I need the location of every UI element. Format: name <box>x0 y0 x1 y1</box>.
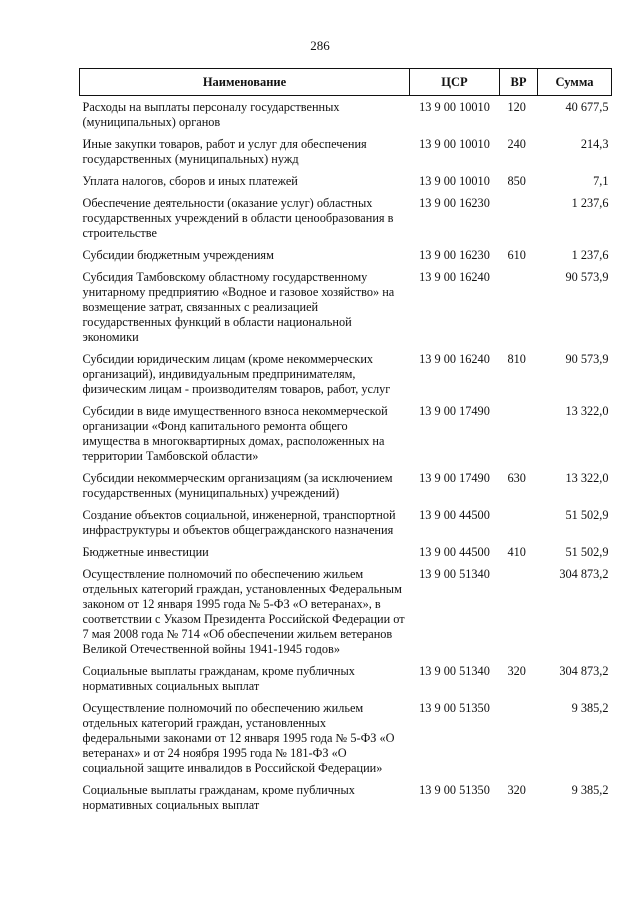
cell-csr: 13 9 00 51350 <box>419 701 490 715</box>
cell-vr <box>500 400 538 467</box>
cell-name: Субсидии некоммерческим организациям (за исключением государственных (муниципальных) учреждений) <box>82 471 393 500</box>
cell-name: Социальные выплаты гражданам, кроме публичных нормативных социальных выплат <box>82 664 355 693</box>
cell-vr <box>500 563 538 660</box>
table-row <box>80 96 612 134</box>
table-row <box>80 192 612 244</box>
cell-sum: 13 322,0 <box>565 471 609 485</box>
table-header <box>80 69 612 96</box>
cell-sum: 90 573,9 <box>565 352 609 366</box>
cell-csr: 13 9 00 51350 <box>419 783 490 797</box>
cell-name: Социальные выплаты гражданам, кроме публичных нормативных социальных выплат <box>82 783 355 812</box>
cell-csr: 13 9 00 51340 <box>419 664 490 678</box>
page-number: 286 <box>310 38 330 53</box>
cell-sum: 1 237,6 <box>571 248 609 262</box>
header-vr: ВР <box>500 69 538 96</box>
table-row <box>80 348 612 400</box>
cell-vr: 320 <box>507 783 526 797</box>
cell-sum: 304 873,2 <box>559 567 609 581</box>
cell-sum: 51 502,9 <box>565 508 609 522</box>
cell-csr: 13 9 00 10010 <box>419 137 490 151</box>
table-body <box>80 96 612 817</box>
cell-vr: 240 <box>507 137 526 151</box>
cell-vr: 320 <box>507 664 526 678</box>
cell-csr: 13 9 00 44500 <box>419 508 490 522</box>
table-row <box>80 133 612 170</box>
header-sum: Сумма <box>538 69 612 96</box>
table-row <box>80 266 612 348</box>
cell-sum: 90 573,9 <box>565 270 609 284</box>
table-row <box>80 660 612 697</box>
table-row <box>80 779 612 816</box>
cell-vr: 850 <box>507 174 526 188</box>
cell-name: Бюджетные инвестиции <box>82 545 209 559</box>
cell-name: Уплата налогов, сборов и иных платежей <box>82 174 298 188</box>
cell-vr <box>500 192 538 244</box>
cell-csr: 13 9 00 10010 <box>419 100 490 114</box>
header-csr: ЦСР <box>410 69 500 96</box>
table-row <box>80 400 612 467</box>
cell-sum: 304 873,2 <box>559 664 609 678</box>
cell-name: Иные закупки товаров, работ и услуг для обеспечения государственных (муниципальных) нужд <box>82 137 367 166</box>
cell-csr: 13 9 00 17490 <box>419 404 490 418</box>
cell-vr <box>500 266 538 348</box>
header-name: Наименование <box>80 69 410 96</box>
cell-csr: 13 9 00 16230 <box>419 248 490 262</box>
table-row <box>80 504 612 541</box>
cell-csr: 13 9 00 17490 <box>419 471 490 485</box>
cell-name: Субсидии в виде имущественного взноса некоммерческой организации «Фонд капитального ремонта общего имущества в многоквартирных домах, расположенных на территории Тамбовской области» <box>82 404 388 463</box>
cell-csr: 13 9 00 16230 <box>419 196 490 210</box>
cell-name: Субсидии юридическим лицам (кроме некоммерческих организаций), индивидуальным предпринимателям, физическим лицам - производителям товаров, работ, услуг <box>82 352 391 396</box>
cell-sum: 214,3 <box>580 137 609 151</box>
cell-vr: 630 <box>507 471 526 485</box>
cell-csr: 13 9 00 44500 <box>419 545 490 559</box>
cell-name: Осуществление полномочий по обеспечению жильем отдельных категорий граждан, установленных федеральными законами от 12 января 1995 года № 5-ФЗ «О ветеранах» и от 24 ноября 1995 года № 181-ФЗ «О социальной защите инвалидов в Российской Федерации» <box>82 701 395 775</box>
cell-sum: 9 385,2 <box>571 701 609 715</box>
cell-name: Субсидии бюджетным учреждениям <box>82 248 274 262</box>
cell-csr: 13 9 00 16240 <box>419 352 490 366</box>
cell-name: Субсидия Тамбовскому областному государственному унитарному предприятию «Водное и газовое хозяйство» на возмещение затрат, связанных с реализацией государственных функций в области национальной экономики <box>82 270 395 344</box>
table-row <box>80 170 612 192</box>
cell-csr: 13 9 00 16240 <box>419 270 490 284</box>
cell-vr: 410 <box>507 545 526 559</box>
cell-sum: 40 677,5 <box>565 100 609 114</box>
cell-name: Осуществление полномочий по обеспечению жильем отдельных категорий граждан, установленных Федеральным законом от 12 января 1995 года № 5-ФЗ «О ветеранах», в соответствии с Указом Президента Российской Федерации от 7 мая 2008 года № 714 «Об обеспечении жильем ветеранов Великой Отечественной войны 1941-1945 годов» <box>82 567 405 656</box>
cell-sum: 9 385,2 <box>571 783 609 797</box>
budget-table <box>79 68 612 816</box>
cell-csr: 13 9 00 51340 <box>419 567 490 581</box>
table-row <box>80 244 612 266</box>
header-row <box>80 69 612 96</box>
cell-name: Обеспечение деятельности (оказание услуг) областных государственных учреждений в области ценообразования в строительстве <box>82 196 394 240</box>
cell-name: Расходы на выплаты персоналу государственных (муниципальных) органов <box>82 100 340 129</box>
table-row <box>80 541 612 563</box>
cell-vr <box>500 697 538 779</box>
cell-name: Создание объектов социальной, инженерной, транспортной инфраструктуры и объектов общегражданского назначения <box>82 508 396 537</box>
cell-vr: 610 <box>507 248 526 262</box>
cell-vr <box>500 504 538 541</box>
cell-sum: 13 322,0 <box>565 404 609 418</box>
table-row <box>80 697 612 779</box>
cell-sum: 1 237,6 <box>571 196 609 210</box>
cell-vr: 810 <box>507 352 526 366</box>
cell-csr: 13 9 00 10010 <box>419 174 490 188</box>
table-row <box>80 563 612 660</box>
table-row <box>80 467 612 504</box>
cell-sum: 7,1 <box>593 174 609 188</box>
cell-vr: 120 <box>507 100 526 114</box>
cell-sum: 51 502,9 <box>565 545 609 559</box>
